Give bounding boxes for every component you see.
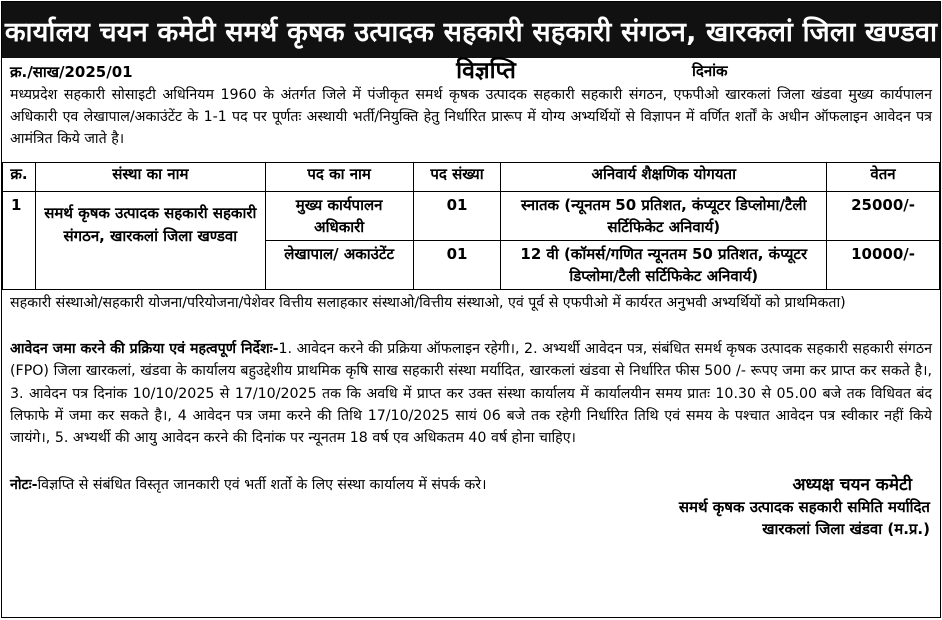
- header-salary: वेतन: [827, 163, 940, 192]
- signature-block: [679, 474, 930, 540]
- post-cell: लेखापाल/ अकाउंटेंट: [265, 241, 413, 290]
- header-organization: संस्था का नाम: [35, 163, 265, 192]
- note-label: नोटः-: [10, 477, 38, 493]
- posts-table: [2, 162, 940, 290]
- notice-heading-wrap: [2, 58, 940, 84]
- serial-cell: 1: [3, 192, 36, 290]
- header-count: पद संख्या: [413, 163, 501, 192]
- intro-paragraph: मध्यप्रदेश सहकारी सोसाइटी अधिनियम 1960 के अंतर्गत जिले में पंजीकृत समर्थ कृषक उत्पादक सहकारी सहकारी संगठन, एफपीओ खारकलां जिला खंडवा मुख्य कार्यपालन अधिकारी एव लेखापाल/अकाउंटेंट के 1-1 पद पर पूर्णतः अस्थायी भर्ती/नियुक्ति हेतु निर्धारित प्रारूप में योग्य अभ्यर्थियों से विज्ञापन में वर्णित शर्तों के अधीन ऑफलाइन आवेदन पत्र आमंत्रित किये जाते है।: [10, 87, 932, 147]
- procedure-heading: आवेदन जमा करने की प्रक्रिया एवं महत्वपूर्ण निर्देशः-: [10, 341, 279, 357]
- procedure-paragraph: [2, 338, 940, 474]
- reference-row: [2, 58, 940, 84]
- notice-page: [1, 1, 941, 618]
- qualification-cell: स्नातक (न्यूनतम 50 प्रतिशत, कंप्यूटर डिप्लोमा/टैली सर्टिफिकेट अनिवार्य): [501, 192, 827, 241]
- notice-title: विज्ञप्ति: [456, 58, 516, 84]
- note-text: विज्ञप्ति से संबंधित विस्तृत जानकारी एवं भर्ती शर्तो के लिए संस्था कार्यालय में संपर्क करे।: [37, 477, 487, 493]
- count-cell: 01: [413, 241, 501, 290]
- header-serial: क्र.: [3, 163, 36, 192]
- signature-location: खारकलां जिला खंडवा (म.प्र.): [762, 520, 930, 538]
- signature-designation: अध्यक्ष चयन कमेटी: [792, 475, 912, 495]
- count-cell: 01: [413, 192, 501, 241]
- organization-cell: समर्थ कृषक उत्पादक सहकारी सहकारी संगठन, खारकलां जिला खण्डवा: [35, 192, 265, 290]
- header-post: पद का नाम: [265, 163, 413, 192]
- date-label: दिनांक: [692, 62, 728, 80]
- office-banner-title: कार्यालय चयन कमेटी समर्थ कृषक उत्पादक सहकारी सहकारी संगठन, खारकलां जिला खण्डवा: [2, 2, 940, 58]
- procedure-text: 1. आवेदन करने की प्रक्रिया ऑफलाइन रहेगी।, 2. अभ्यर्थी आवेदन पत्र, संबंधित समर्थ कृषक उत्पादक सहकारी सहकारी संगठन (FPO) जिला खारकलां, खंडवा के कार्यालय बहुउद्देशीय प्राथमिक कृषि साख सहकारी संस्था मर्यादित, खारकलां खंडवा से निर्धारित फीस 500 /- रूपए जमा कर प्राप्त कर सकते है।, 3. आवेदन पत्र दिनांक 10/10/2025 से 17/10/2025 तक कि अवधि में प्राप्त कर उक्त संस्था कार्यालय में कार्यालयीन समय प्रातः 10.30 से 05.00 बजे तक विधिवत बंद लिफाफे में जमा कर सकते है।, 4 आवेदन पत्र जमा करने की तिथि 17/10/2025 सायं 06 बजे तक रहेगी निर्धारित तिथि एवं समय के पश्चात आवेदन पत्र स्वीकार नहीं किये जायंगे।, 5. अभ्यर्थी की आयु आवेदन करने की दिनांक पर न्यूनतम 18 वर्ष एव अधिकतम 40 वर्ष होना चाहिए।: [10, 341, 933, 447]
- signature-organization: समर्थ कृषक उत्पादक सहकारी समिति मर्यादित: [678, 498, 930, 516]
- salary-cell: 10000/-: [827, 241, 940, 290]
- reference-number: क्र./साख/2025/01: [10, 63, 133, 81]
- preference-paragraph: सहकारी संस्थाओ/सहकारी योजना/परियोजना/पेशेवर वित्तीय सलाहकार संस्थाओ/वित्तीय संस्थाओ, एवं पूर्व से एफपीओ में कार्यरत अनुभवी अभ्यर्थियों को प्राथमिकता): [10, 295, 846, 311]
- header-qualification: अनिवार्य शैक्षणिक योगयता: [501, 163, 827, 192]
- post-cell: मुख्य कार्यपालन अधिकारी: [265, 192, 413, 241]
- note-line: [10, 474, 486, 496]
- table-row: [3, 192, 940, 241]
- salary-cell: 25000/-: [827, 192, 940, 241]
- footer-block: [2, 474, 940, 548]
- table-header-row: [3, 163, 940, 192]
- qualification-cell: 12 वी (कॉमर्स/गणित न्यूनतम 50 प्रतिशत, कंप्यूटर डिप्लोमा/टैली सर्टिफिकेट अनिवार्य): [501, 241, 827, 290]
